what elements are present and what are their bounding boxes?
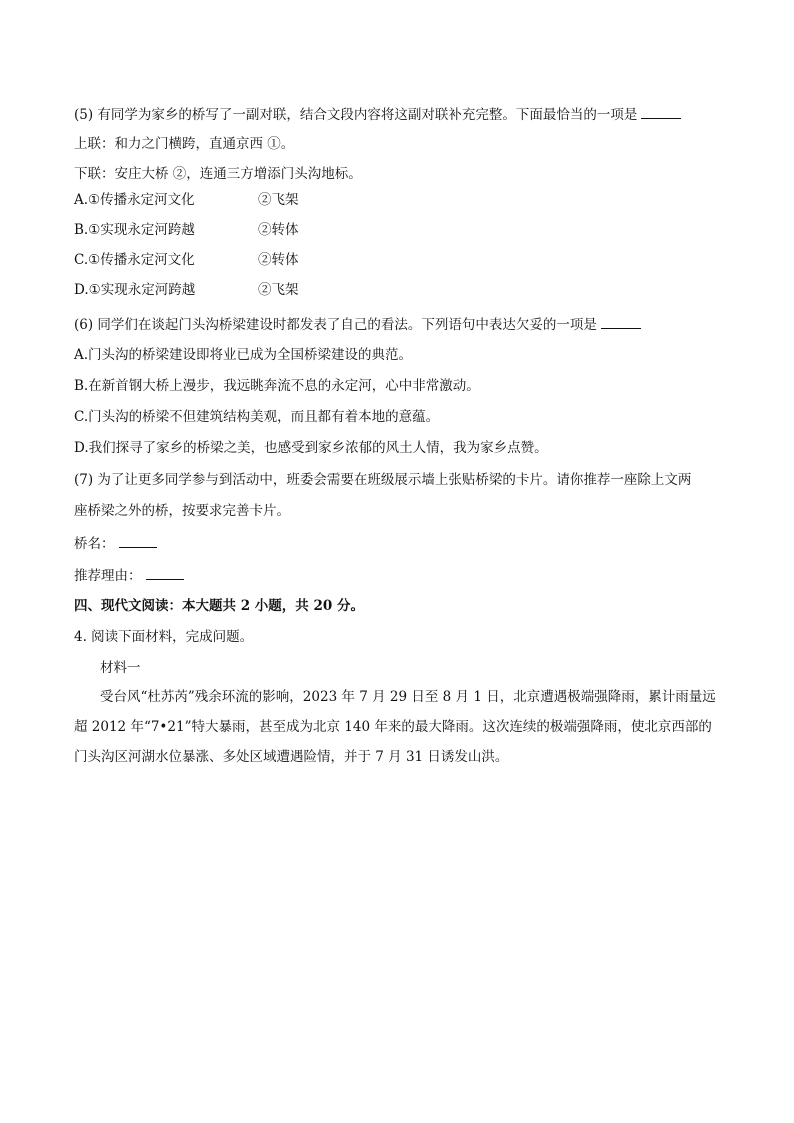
q4-material-text: 受台风“杜苏芮”残余环流的影响，2023 年 7 月 29 日至 8 月 1 日，北京遭遇极端强降雨，累计雨量远超 2012 年“7•21”特大暴雨，甚至成为北京 140 年来的最大降雨。这次连续的极端强降雨，使北京西部的门头沟区河湖水位暴涨、多处区域遭遇险情，并于 7 月 31 日诱发山洪。	[74, 689, 716, 765]
q5-option-d	[74, 280, 299, 300]
q4-material-title: 材料一	[100, 660, 141, 676]
q6-stem	[74, 314, 641, 335]
q5-answer-blank[interactable]	[641, 104, 681, 119]
q6-option-c: C.门头沟的桥梁不但建筑结构美观，而且都有着本地的意蕴。	[74, 409, 440, 425]
q5-upper-couplet: 上联：和力之门横跨，直通京西 ①。	[74, 136, 295, 152]
q6-option-d: D.我们探寻了家乡的桥梁之美，也感受到家乡浓郁的风土人情，我为家乡点赞。	[74, 440, 548, 456]
q4-stem: 4. 阅读下面材料，完成问题。	[74, 629, 254, 645]
q5-option-a-part2: ②飞架	[258, 192, 299, 208]
q5-option-d-part1: D.①实现永定河跨越	[74, 282, 196, 298]
q5-option-c	[74, 250, 299, 270]
q5-option-b-part2: ②转体	[258, 222, 299, 238]
section4-heading	[74, 596, 364, 616]
q6-option-a: A.门头沟的桥梁建设即将业已成为全国桥梁建设的典范。	[74, 347, 413, 363]
q7-bridge-name	[74, 533, 157, 554]
q7-stem-line2: 座桥梁之外的桥，按要求完善卡片。	[74, 503, 290, 519]
q7-reason-blank[interactable]	[146, 565, 184, 580]
q5-option-a	[74, 190, 299, 210]
q7-bridge-name-blank[interactable]	[119, 533, 157, 548]
q7-stem-line1: (7) 为了让更多同学参与到活动中，班委会需要在班级展示墙上张贴桥梁的卡片。请你推荐一座除上文两	[74, 472, 692, 488]
section4-heading-title: 四、现代文阅读：	[74, 598, 182, 614]
q5-option-a-part1: A.①传播永定河文化	[74, 192, 195, 208]
q5-lower-couplet: 下联：安庄大桥 ②，连通三方增添门头沟地标。	[74, 166, 362, 182]
q6-stem-text: (6) 同学们在谈起门头沟桥梁建设时都发表了自己的看法。下列语句中表达欠妥的一项是	[74, 317, 597, 333]
q5-option-b	[74, 220, 299, 240]
q6-option-b: B.在新首钢大桥上漫步，我远眺奔流不息的永定河，心中非常激动。	[74, 378, 480, 394]
q5-option-d-part2: ②飞架	[258, 282, 299, 298]
q5-option-c-part2: ②转体	[258, 252, 299, 268]
q7-bridge-name-label: 桥名：	[74, 536, 115, 552]
q5-stem-text: (5) 有同学为家乡的桥写了一副对联，结合文段内容将这副对联补充完整。下面最恰当的一项是	[74, 107, 638, 123]
q5-option-b-part1: B.①实现永定河跨越	[74, 222, 195, 238]
q5-option-c-part1: C.①传播永定河文化	[74, 252, 195, 268]
q5-stem	[74, 104, 681, 125]
q6-answer-blank[interactable]	[601, 314, 641, 329]
q7-reason-label: 推荐理由：	[74, 568, 142, 584]
q7-reason	[74, 565, 184, 586]
section4-heading-detail: 本大题共 2 小题，共 20 分。	[182, 598, 364, 614]
